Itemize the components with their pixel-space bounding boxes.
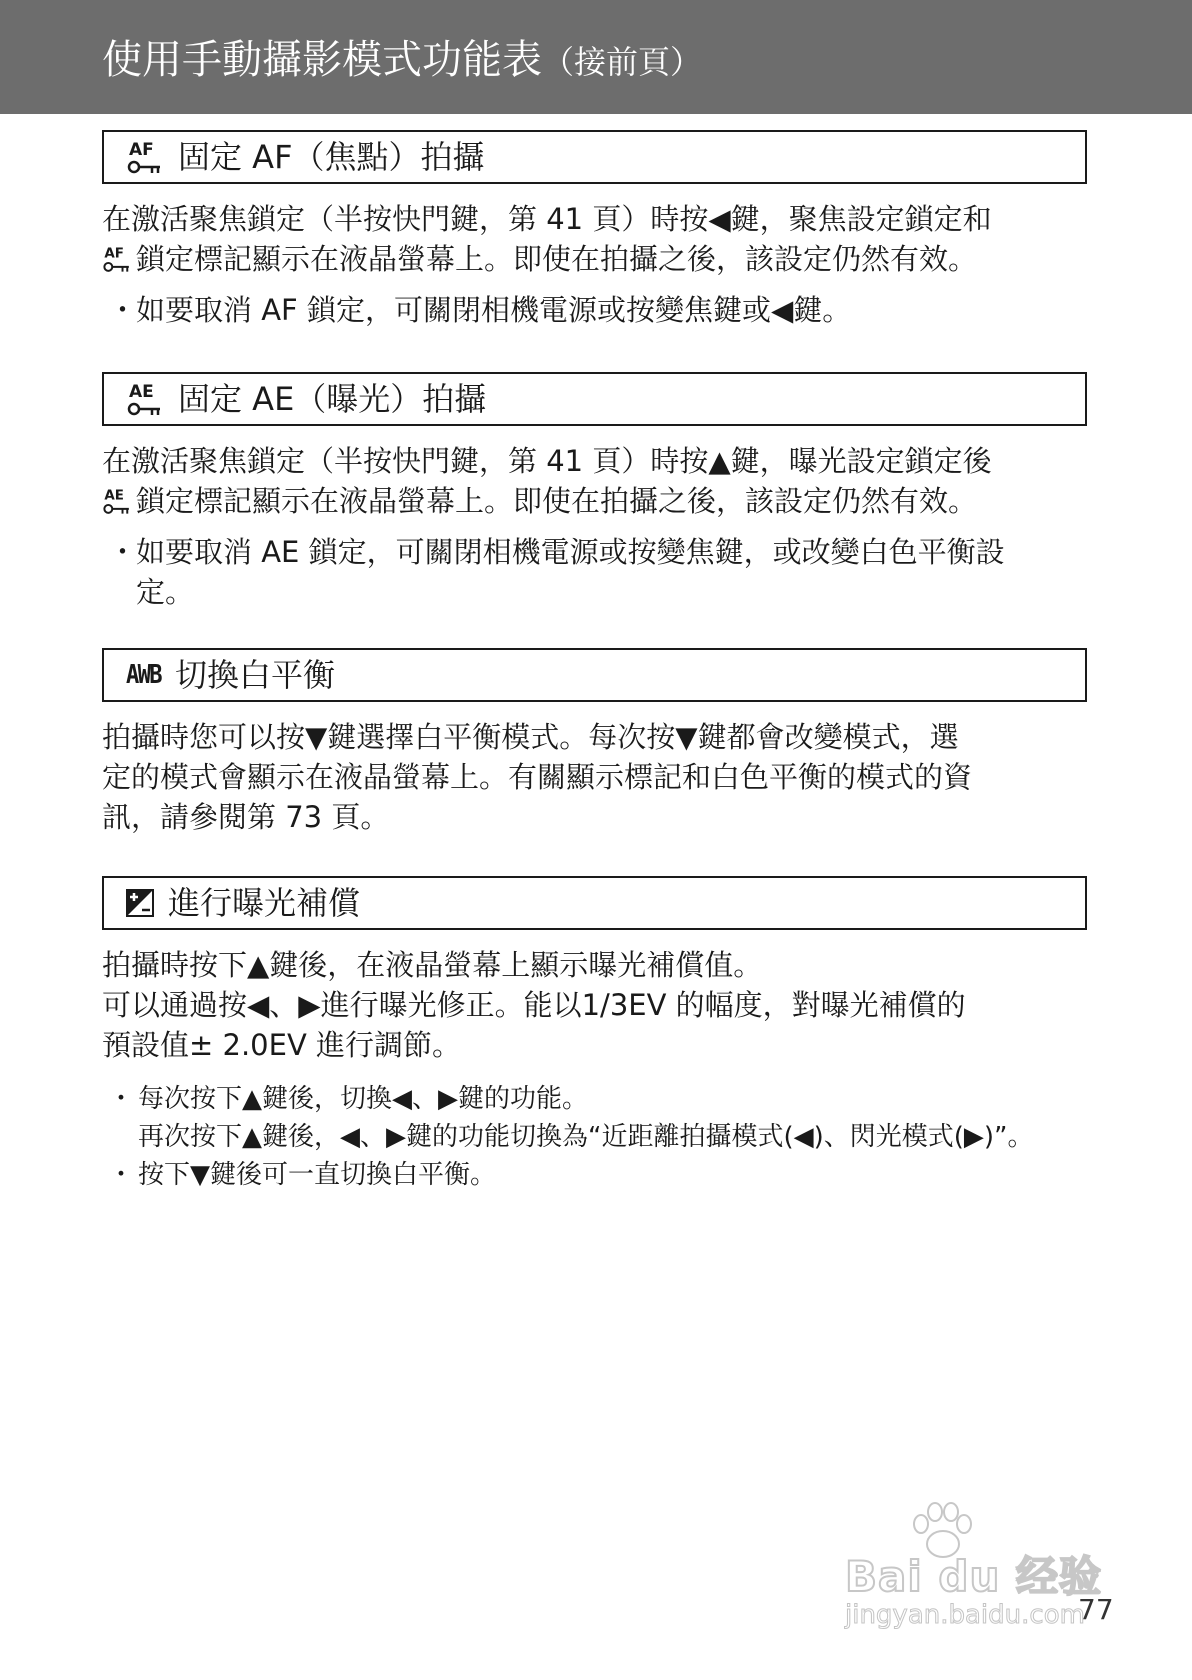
bullet-text: 如要取消 AE 鎖定，可關閉相機電源或按變焦鍵，或改變白色平衡設: [136, 535, 1005, 569]
note-text: 每次按下▲鍵後，切換◀、▶鍵的功能。: [138, 1084, 588, 1114]
body-line-text: 鎖定標記顯示在液晶螢幕上。即使在拍攝之後，該設定仍然有效。: [136, 242, 978, 276]
note-text-continued: 再次按下▲鍵後，◀、▶鍵的功能切換為“近距離拍攝模式(◀)、閃光模式(▶)”。: [138, 1122, 1034, 1152]
bullet-mark: ・: [108, 293, 138, 327]
watermark-logo-text: Bai du 经验: [845, 1552, 1102, 1601]
section-body: [102, 717, 1092, 837]
bullet-item: [108, 532, 1005, 612]
section-title: 進行曝光補償: [168, 884, 361, 922]
bullet-text-continued: 定。: [136, 575, 195, 609]
section-body: [102, 945, 1092, 1065]
body-line-text: 鎖定標記顯示在液晶螢幕上。即使在拍攝之後，該設定仍然有效。: [136, 484, 978, 518]
body-line: 預設值± 2.0EV 進行調節。: [102, 1028, 462, 1062]
svg-text:AE: AE: [104, 488, 124, 504]
bullet-mark: ・: [108, 535, 138, 569]
note-mark: ・: [108, 1160, 135, 1190]
bullet-item: [108, 290, 851, 330]
awb-icon: AWB: [126, 660, 161, 690]
body-line-with-icon: [102, 239, 1092, 279]
body-line: 定的模式會顯示在液晶螢幕上。有關顯示標記和白色平衡的模式的資: [102, 760, 973, 794]
svg-text:AF: AF: [104, 246, 124, 262]
body-line: 可以通過按◀、▶進行曝光修正。能以1/3EV 的幅度，對曝光補償的: [102, 988, 966, 1022]
section-title: 固定 AE（曝光）拍攝: [178, 380, 487, 418]
ae-lock-icon: [126, 380, 164, 418]
page-number: 77: [1078, 1593, 1114, 1626]
section-heading-exposure-compensation: [102, 876, 1087, 930]
note-text: 按下▼鍵後可一直切換白平衡。: [138, 1160, 496, 1190]
note-item: [108, 1156, 496, 1194]
body-line: 拍攝時您可以按▼鍵選擇白平衡模式。每次按▼鍵都會改變模式，選: [102, 720, 959, 754]
svg-text:AE: AE: [129, 382, 154, 402]
body-line: 在激活聚焦鎖定（半按快門鍵，第 41 頁）時按◀鍵，聚焦設定鎖定和: [102, 202, 992, 236]
section-heading-ae-lock: [102, 372, 1087, 426]
section-title: 固定 AF（焦點）拍攝: [178, 138, 485, 176]
section-body: [102, 199, 1092, 279]
page-subtitle: （接前頁）: [542, 43, 703, 81]
section-body: [102, 441, 1092, 521]
page-header: [0, 0, 1192, 114]
page-title: [102, 37, 703, 83]
svg-text:AF: AF: [129, 140, 154, 160]
af-lock-icon: [126, 138, 164, 176]
body-line: 訊，請參閱第 73 頁。: [102, 800, 390, 834]
note-item: [108, 1080, 1034, 1156]
page-title-text: 使用手動攝影模式功能表: [102, 37, 542, 83]
section-title: 切換白平衡: [174, 656, 335, 694]
watermark-url: jingyan.baidu.com: [845, 1600, 1085, 1630]
af-lock-icon: [102, 244, 132, 274]
note-mark: ・: [108, 1084, 135, 1114]
bullet-text: 如要取消 AF 鎖定，可關閉相機電源或按變焦鍵或◀鍵。: [136, 293, 852, 327]
body-line-with-icon: [102, 481, 1092, 521]
ae-lock-icon: [102, 486, 132, 516]
section-heading-white-balance: [102, 648, 1087, 702]
body-line: 在激活聚焦鎖定（半按快門鍵，第 41 頁）時按▲鍵，曝光設定鎖定後: [102, 444, 992, 478]
body-line: 拍攝時按下▲鍵後，在液晶螢幕上顯示曝光補償值。: [102, 948, 763, 982]
exposure-compensation-icon: [126, 889, 154, 917]
section-heading-af-lock: [102, 130, 1087, 184]
